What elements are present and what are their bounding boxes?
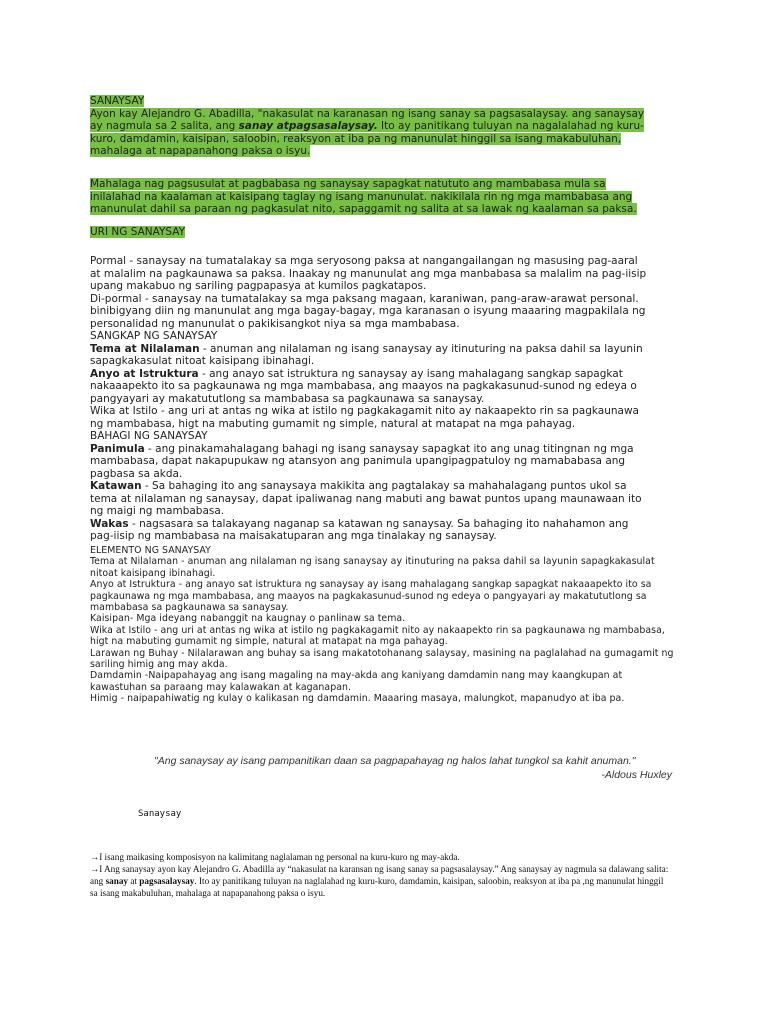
panimula-text: - ang pinakamahalagang bahagi ng isang sanaysay sapagkat ito ang unag titingnan ng mga mambabasa, dapat nakapupukaw ng atansyon ang panimula upangipagpatuloy ng mamababasa ang pagbasa sa akda. (90, 442, 634, 480)
bahagi-wakas (90, 518, 650, 543)
sanaysay-definition-block (90, 95, 650, 158)
elemento-tema: Tema at Nilalaman - anuman ang nilalaman ng isang sanaysay ay itinuturing na paksa dahil sa layunin sapagkakasulat nitoat kaisipang ibinahagi. (90, 556, 655, 579)
katawan-text: - Sa bahaging ito ang sanaysaya makikita ang pagtalakay sa mahahalagang puntos ukol sa tema at nilalaman ng sanaysay, dapat ipaliwanag nang mabuti ang bawat puntos upang maunawaan ito ng maigi ng mambabasa. (90, 480, 642, 517)
scan-body (90, 851, 670, 899)
scan-line-2-mid: at (128, 876, 140, 886)
scan-line-2-part-b: . Ito ay panitikang tuluyan na naglalahad ng kuru-kuro, damdamin, kaisipan, saloobin, reaksyon at iba pa ,ng manunulat hinggil sa isang makabuluhan, mahalaga at napapanahong paksa o isyu. (90, 876, 664, 898)
importance-block (90, 178, 650, 216)
definition-bold-pagsasalaysay: pagsasalaysay. (288, 120, 378, 132)
importance-text: Mahalaga nag pagsusulat at pagbabasa ng sanaysay sapagkat natututo ang mambabasa mula sa inilalahad na kaalaman at kaisipang taglay ng isang manunulat. nakikilala rin ng mga mambabasa ang manunulat dahil sa paraan ng pagkasulat nito, sapaggamit ng salita at sa lawak ng kaalaman sa paksa. (90, 178, 637, 215)
definition-text (90, 108, 644, 158)
elemento-wika: Wika at Istilo - ang uri at antas ng wika at istilo ng pagkakagamit nito ay nakaapekto rin sa pagkaunawa ng mambabasa, higt na mabuting gumamit ng simple, natural at matapat na mga pahayag. (90, 624, 665, 648)
quote-author: -Aldous Huxley (601, 769, 672, 781)
sangkap-heading: SANGKAP NG SANAYSAY (90, 330, 218, 342)
panimula-label: Panimula (90, 442, 145, 455)
elemento-anyo: Anyo at Istruktura - ang anayo sat istruktura ng sanaysay ay isang mahalagang sangkap sapagkat nakaaapekto ito sa pagkaunawa ng mga mambabasa, ang maayos na pagkakasunud-sunod ng edeya o pangyayari ay makatututlong sa mambabasa sa pagkaunawa sa sanaysay. (90, 579, 652, 614)
elemento-himig: Himig - naipapahiwatig ng kulay o kalikasan ng damdamin. Maaaring masaya, malungkot, mapanudyo at iba pa. (90, 693, 625, 705)
bahagi-heading: BAHAGI NG SANAYSAY (90, 430, 208, 442)
elemento-block (90, 545, 680, 705)
uri-heading-block (90, 226, 650, 239)
katawan-label: Katawan (90, 480, 142, 492)
dipormal-paragraph: Di-pormal - sanaysay na tumatalakay sa mga paksang magaan, karaniwan, pang-araw-arawat personal. binibigyang diin ng manunulat ang mga bagay-bagay, mga karanasan o isyung maaaring magpakilala ng personalidad ng manunulat o pakikisangkot niya sa mga mambabasa. (90, 292, 646, 330)
sanaysay-heading: SANAYSAY (90, 95, 145, 107)
wakas-text: - nagsasara sa talakayang naganap sa katawan ng sanaysay. Sa bahaging ito nahahamon ang pag-iisip ng mambabasa na maisakatuparan ang mga tinalakay ng sanaysay. (90, 517, 629, 542)
bahagi-katawan (90, 480, 650, 518)
scan-line-2 (90, 863, 670, 899)
scan-bold-pagsasalaysay: pagsasalaysay (139, 876, 195, 886)
definition-part-b: Ito ay panitikang tuluyan na nagalalahad ng kuru-kuro, damdamin, kaisipan, saloobin, reaksyon at iba pa ng manunulat hinggil sa isang makabuluhan, mahalaga at napapanahong paksa o isyu. (90, 120, 644, 157)
scan-title: Sanaysay (138, 809, 182, 819)
pormal-paragraph: Pormal - sanaysay na tumatalakay sa mga seryosong paksa at nangangailangan ng masusing pag-aaral at malalim na pagkaunawa sa paksa. Inaakay ng manunulat ang mga manbabasa sa malalim na pag-iisip upang makabuo ng sariling pagpapasya at kumilos pagkatapos. (90, 255, 647, 292)
definition-part-a: Ayon kay Alejandro G. Abadilla, "nakasulat na karanasan ng isang sanay sa pagsasalaysay. ang sanaysay ay nagmula sa 2 salita, ang (90, 107, 645, 132)
elemento-heading: ELEMENTO NG SANAYSAY (90, 545, 211, 556)
elemento-larawan: Larawan ng Buhay - Nilalarawan ang buhay sa isang makatotohanang salaysay, masining na paglalahad na gumagamit ng sariling himig ang may akda. (90, 647, 674, 671)
sangkap-anyo-label: Anyo at Istruktura (90, 367, 199, 380)
definition-bold-sanay: sanay at (238, 120, 289, 132)
uri-heading: URI NG SANAYSAY (90, 226, 186, 238)
sangkap-tema-text: - anuman ang nilalaman ng isang sanaysay ay itinuturing na paksa dahil sa layunin sapagkakasulat nitoat kaisipang ibinahagi. (90, 342, 643, 367)
sangkap-wika: Wika at Istilo - ang uri at antas ng wika at istilo ng pagkakagamit nito ay nakaapekto rin sa pagkaunawa ng mambabasa, higt na mabuting gumamit ng simple, natural at matapat na mga pahayag. (90, 405, 639, 430)
wakas-label: Wakas (90, 517, 129, 530)
sangkap-tema (90, 343, 650, 368)
bahagi-panimula (90, 443, 650, 481)
scan-bold-sanay: sanay (105, 876, 129, 886)
main-body-block (90, 255, 650, 543)
huxley-quote: "Ang sanaysay ay isang pampanitikan daan sa pagpapahayag ng halos lahat tungkol sa kahit anuman." (154, 755, 636, 767)
sangkap-anyo-text: - ang anayo sat istruktura ng sanaysay ay isang mahalagang sangkap sapagkat nakaaapekto ito sa pagkaunawa ng mga mambabasa, ang maayos na pagkakasunud-sunod ng edeya o pangyayari ay makatututlong sa mambabasa sa pagkaunawa sa sanaysay. (90, 367, 637, 405)
elemento-damdamin: Damdamin -Naipapahayag ang isang magaling na may-akda ang kaniyang damdamin nang may kaangkupan at kawastuhan sa paraang may kalawakan at kaganapan. (90, 670, 623, 693)
scan-line-1: →I isang maikasing komposisyon na kalimitang naglalaman ng personal na kuru-kuro ng may-akda. (90, 852, 460, 862)
scan-line-2-part-a: →I Ang sanaysay ayon kay Alejandro G. Abadilla ay “nakasulat na karansan ng isang sanay sa pagsasalaysay.” Ang sanaysay ay nagmula sa dalawang salita: ang (90, 864, 669, 886)
sangkap-anyo (90, 368, 650, 406)
sangkap-tema-label: Tema at Nilalaman (90, 342, 200, 355)
elemento-kaisipan: Kaisipan- Mga ideyang nabanggit na kaugnay o panlinaw sa tema. (90, 613, 406, 625)
